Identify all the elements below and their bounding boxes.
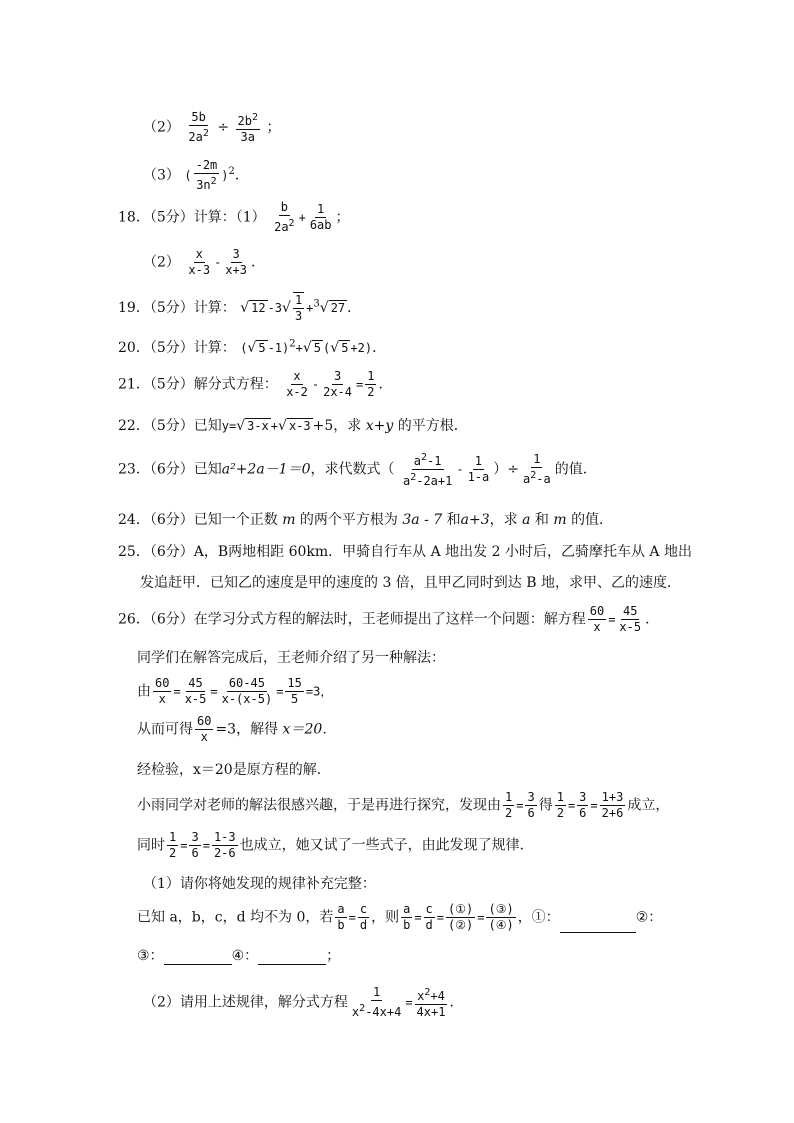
q26-line6: 小雨同学对老师的解法很感兴趣，于是再进行探究，发现由 $\frac{1}{2}$ = $\frac{3}{6}$ 得 $\frac{1}{2}$ = $\frac{3}{6}$ = $\frac{1+3}{2+6}$ 成立， bbox=[137, 790, 670, 820]
fraction: $\frac{60}{x}$ bbox=[589, 604, 605, 634]
answer-blank-4[interactable] bbox=[258, 964, 326, 965]
sqrt: √ 12 bbox=[240, 300, 266, 316]
fraction: $\frac{x^2+4}{4x+1}$ bbox=[416, 987, 446, 1019]
question-heading: 21．（5分）解分式方程： bbox=[118, 376, 278, 393]
answer-blank-1[interactable] bbox=[560, 932, 636, 933]
q18-line1: 18．（5分）计算：（1） $\frac{b}{2a^2}$ + $\frac{1}{6ab}$ ； bbox=[118, 200, 350, 234]
fraction: $\frac{x}{x-3}$ bbox=[188, 247, 211, 277]
cube-root: √ 27 bbox=[319, 300, 346, 316]
fraction: $\frac{1}{a^2-a}$ bbox=[523, 452, 551, 486]
q19: 19．（5分）计算： √ 12 -3√ $\frac{1}{3}$ +$^3$√ 27 ． bbox=[118, 293, 362, 323]
fraction: $\frac{3}{6}$ bbox=[579, 790, 587, 820]
fraction: $\frac{15}{5}$ bbox=[287, 676, 302, 706]
fraction: $\frac{1}{2}$ bbox=[505, 790, 513, 820]
q26-line2: 同学们在解答完成后，王老师介绍了另一种解法： bbox=[137, 650, 445, 666]
fraction: $\frac{x}{x-2}$ bbox=[286, 369, 308, 399]
fraction: $\frac{5b}{2a^2}$ bbox=[188, 110, 209, 144]
fraction: $\frac{1+3}{2+6}$ bbox=[601, 790, 624, 820]
fraction: $\frac{1}{2}$ bbox=[556, 790, 564, 820]
fraction: $\frac{60}{x}$ bbox=[155, 676, 170, 706]
q26-line4: 从而可得 $\frac{60}{x}$ =3，解得 x＝20． bbox=[137, 714, 337, 744]
sqrt: √ 3-x bbox=[236, 418, 269, 434]
sqrt: √ 5 bbox=[302, 340, 322, 356]
fraction: $\frac{a^2-1}{a^2-2a+1}$ bbox=[402, 452, 453, 488]
sqrt: √ 5 bbox=[247, 340, 266, 356]
q23: 23．（6分）已知a²+2a－1＝0，求代数式（ $\frac{a^2-1}{a^2-2a+1}$ - $\frac{1}{1-a}$ ）÷ $\frac{1}{a^2-a}$ 的值． bbox=[118, 452, 597, 488]
question-heading: 22．（5分）已知 bbox=[118, 418, 222, 434]
q24: 24．（6分）已知一个正数 m 的两个平方根为 3a - 7 和a+3，求 a 和 m 的值． bbox=[118, 512, 614, 528]
fraction: $\frac{1}{2}$ bbox=[367, 369, 375, 399]
q22: 22．（5分）已知y=√ 3-x +√ x-3 +5，求 x+y 的平方根． bbox=[118, 418, 468, 434]
fraction: $\frac{1}{6ab}$ bbox=[309, 202, 332, 232]
q17-part2: （2） $\frac{5b}{2a^2}$ ÷ $\frac{2b^2}{3a}$ ； bbox=[143, 110, 281, 144]
fraction: $\frac{1}{1-a}$ bbox=[467, 454, 490, 484]
q26-head: 26．（6分）在学习分式方程的解法时，王老师提出了这样一个问题：解方程 $\frac{60}{x}$ = $\frac{45}{x-5}$ ． bbox=[118, 604, 660, 634]
fraction: $\frac{-2m}{3n^2}$ bbox=[195, 158, 218, 192]
q25-line2: 发追赶甲．已知乙的速度是甲的速度的 3 倍，且甲乙同时到达 B 地，求甲、乙的速度． bbox=[140, 575, 681, 591]
question-heading: 18．（5分）计算：（1） bbox=[118, 209, 266, 226]
fraction: $\frac{60}{x}$ bbox=[197, 714, 212, 744]
question-heading: 26．（6分）在学习分式方程的解法时，王老师提出了这样一个问题：解方程 bbox=[118, 611, 586, 628]
q26-line7: 同时 $\frac{1}{2}$ = $\frac{3}{6}$ = $\frac{1-3}{2-6}$ 也成立，她又试了一些式子，由此发现了规律． bbox=[137, 830, 534, 860]
sqrt: √ 5 bbox=[330, 340, 349, 356]
fraction: $\frac{3}{x+3}$ bbox=[225, 247, 247, 277]
q17-part3: （3） ( $\frac{-2m}{3n^2}$ )$^2$． bbox=[143, 158, 249, 192]
q26-line3: 由 $\frac{60}{x}$ = $\frac{45}{x-5}$ = $\frac{60-45}{x-(x-5)}$ = $\frac{15}{5}$ =3， bbox=[137, 676, 333, 706]
answer-blank-3[interactable] bbox=[164, 964, 232, 965]
fraction: $\frac{1}{x^2-4x+4}$ bbox=[351, 985, 402, 1019]
q26-line5: 经检验，x＝20是原方程的解． bbox=[137, 762, 331, 778]
fraction: $\frac{1}{2}$ bbox=[169, 830, 177, 860]
q26-line9: 已知 a，b，c，d 均不为 0，若 $\frac{a}{b}$ = $\frac{c}{d}$ ，则 $\frac{a}{b}$ = $\frac{c}{d}$ = $\frac{\text{(①)}}{\text{(②)}}$ = $\frac{\text{(③)}}{\text{(④)}}$ ，①： ②： bbox=[137, 902, 663, 932]
fraction: $\frac{\text{(①)}}{\text{(②)}}$ bbox=[448, 902, 474, 932]
sqrt: √ x-3 bbox=[278, 418, 311, 434]
fraction: $\frac{45}{x-5}$ bbox=[184, 676, 207, 706]
q25-line1: 25．（6分）A，B两地相距 60km．甲骑自行车从 A 地出发 2 小时后，乙骑摩托车从 A 地出 bbox=[118, 544, 692, 560]
question-heading: 20．（5分）计算： bbox=[118, 340, 236, 356]
fraction: $\frac{a}{b}$ bbox=[403, 902, 411, 932]
question-heading: 24．（6分）已知一个正数 bbox=[118, 512, 278, 528]
question-heading: 19．（5分）计算： bbox=[118, 300, 236, 316]
fraction: $\frac{3}{6}$ bbox=[191, 830, 199, 860]
fraction: $\frac{2b^2}{3a}$ bbox=[237, 112, 258, 144]
sqrt: √ $\frac{1}{3}$ bbox=[282, 293, 303, 323]
fraction: $\frac{60-45}{x-(x-5)}$ bbox=[221, 676, 273, 706]
fraction: $\frac{3}{2x-4}$ bbox=[323, 369, 353, 399]
q17-part2-label: （2） bbox=[143, 119, 180, 136]
fraction: $\frac{\text{(③)}}{\text{(④)}}$ bbox=[488, 902, 514, 932]
fraction: $\frac{45}{x-5}$ bbox=[619, 604, 642, 634]
question-heading: 23．（6分）已知 bbox=[118, 461, 222, 478]
q21: 21．（5分）解分式方程： $\frac{x}{x-2}$ - $\frac{3}{2x-4}$ = $\frac{1}{2}$ ． bbox=[118, 369, 393, 399]
q18-line2: （2） $\frac{x}{x-3}$ - $\frac{3}{x+3}$ ． bbox=[143, 247, 265, 277]
fraction: $\frac{1-3}{2-6}$ bbox=[213, 830, 236, 860]
fraction: $\frac{b}{2a^2}$ bbox=[274, 200, 295, 234]
fraction: $\frac{a}{b}$ bbox=[337, 902, 345, 932]
q26-part1-label: （1）请你将她发现的规律补充完整： bbox=[143, 876, 376, 892]
fraction: $\frac{c}{d}$ bbox=[359, 902, 368, 932]
fraction: $\frac{3}{6}$ bbox=[527, 790, 535, 820]
q20: 20．（5分）计算： (√ 5 -1)$^2$+√ 5 (√ 5 +2)． bbox=[118, 338, 387, 356]
q26-part2: （2）请用上述规律，解分式方程 $\frac{1}{x^2-4x+4}$ = $\frac{x^2+4}{4x+1}$ ． bbox=[143, 985, 464, 1019]
q26-line10: ③： ④： ； bbox=[137, 948, 341, 964]
fraction: $\frac{c}{d}$ bbox=[425, 902, 433, 932]
